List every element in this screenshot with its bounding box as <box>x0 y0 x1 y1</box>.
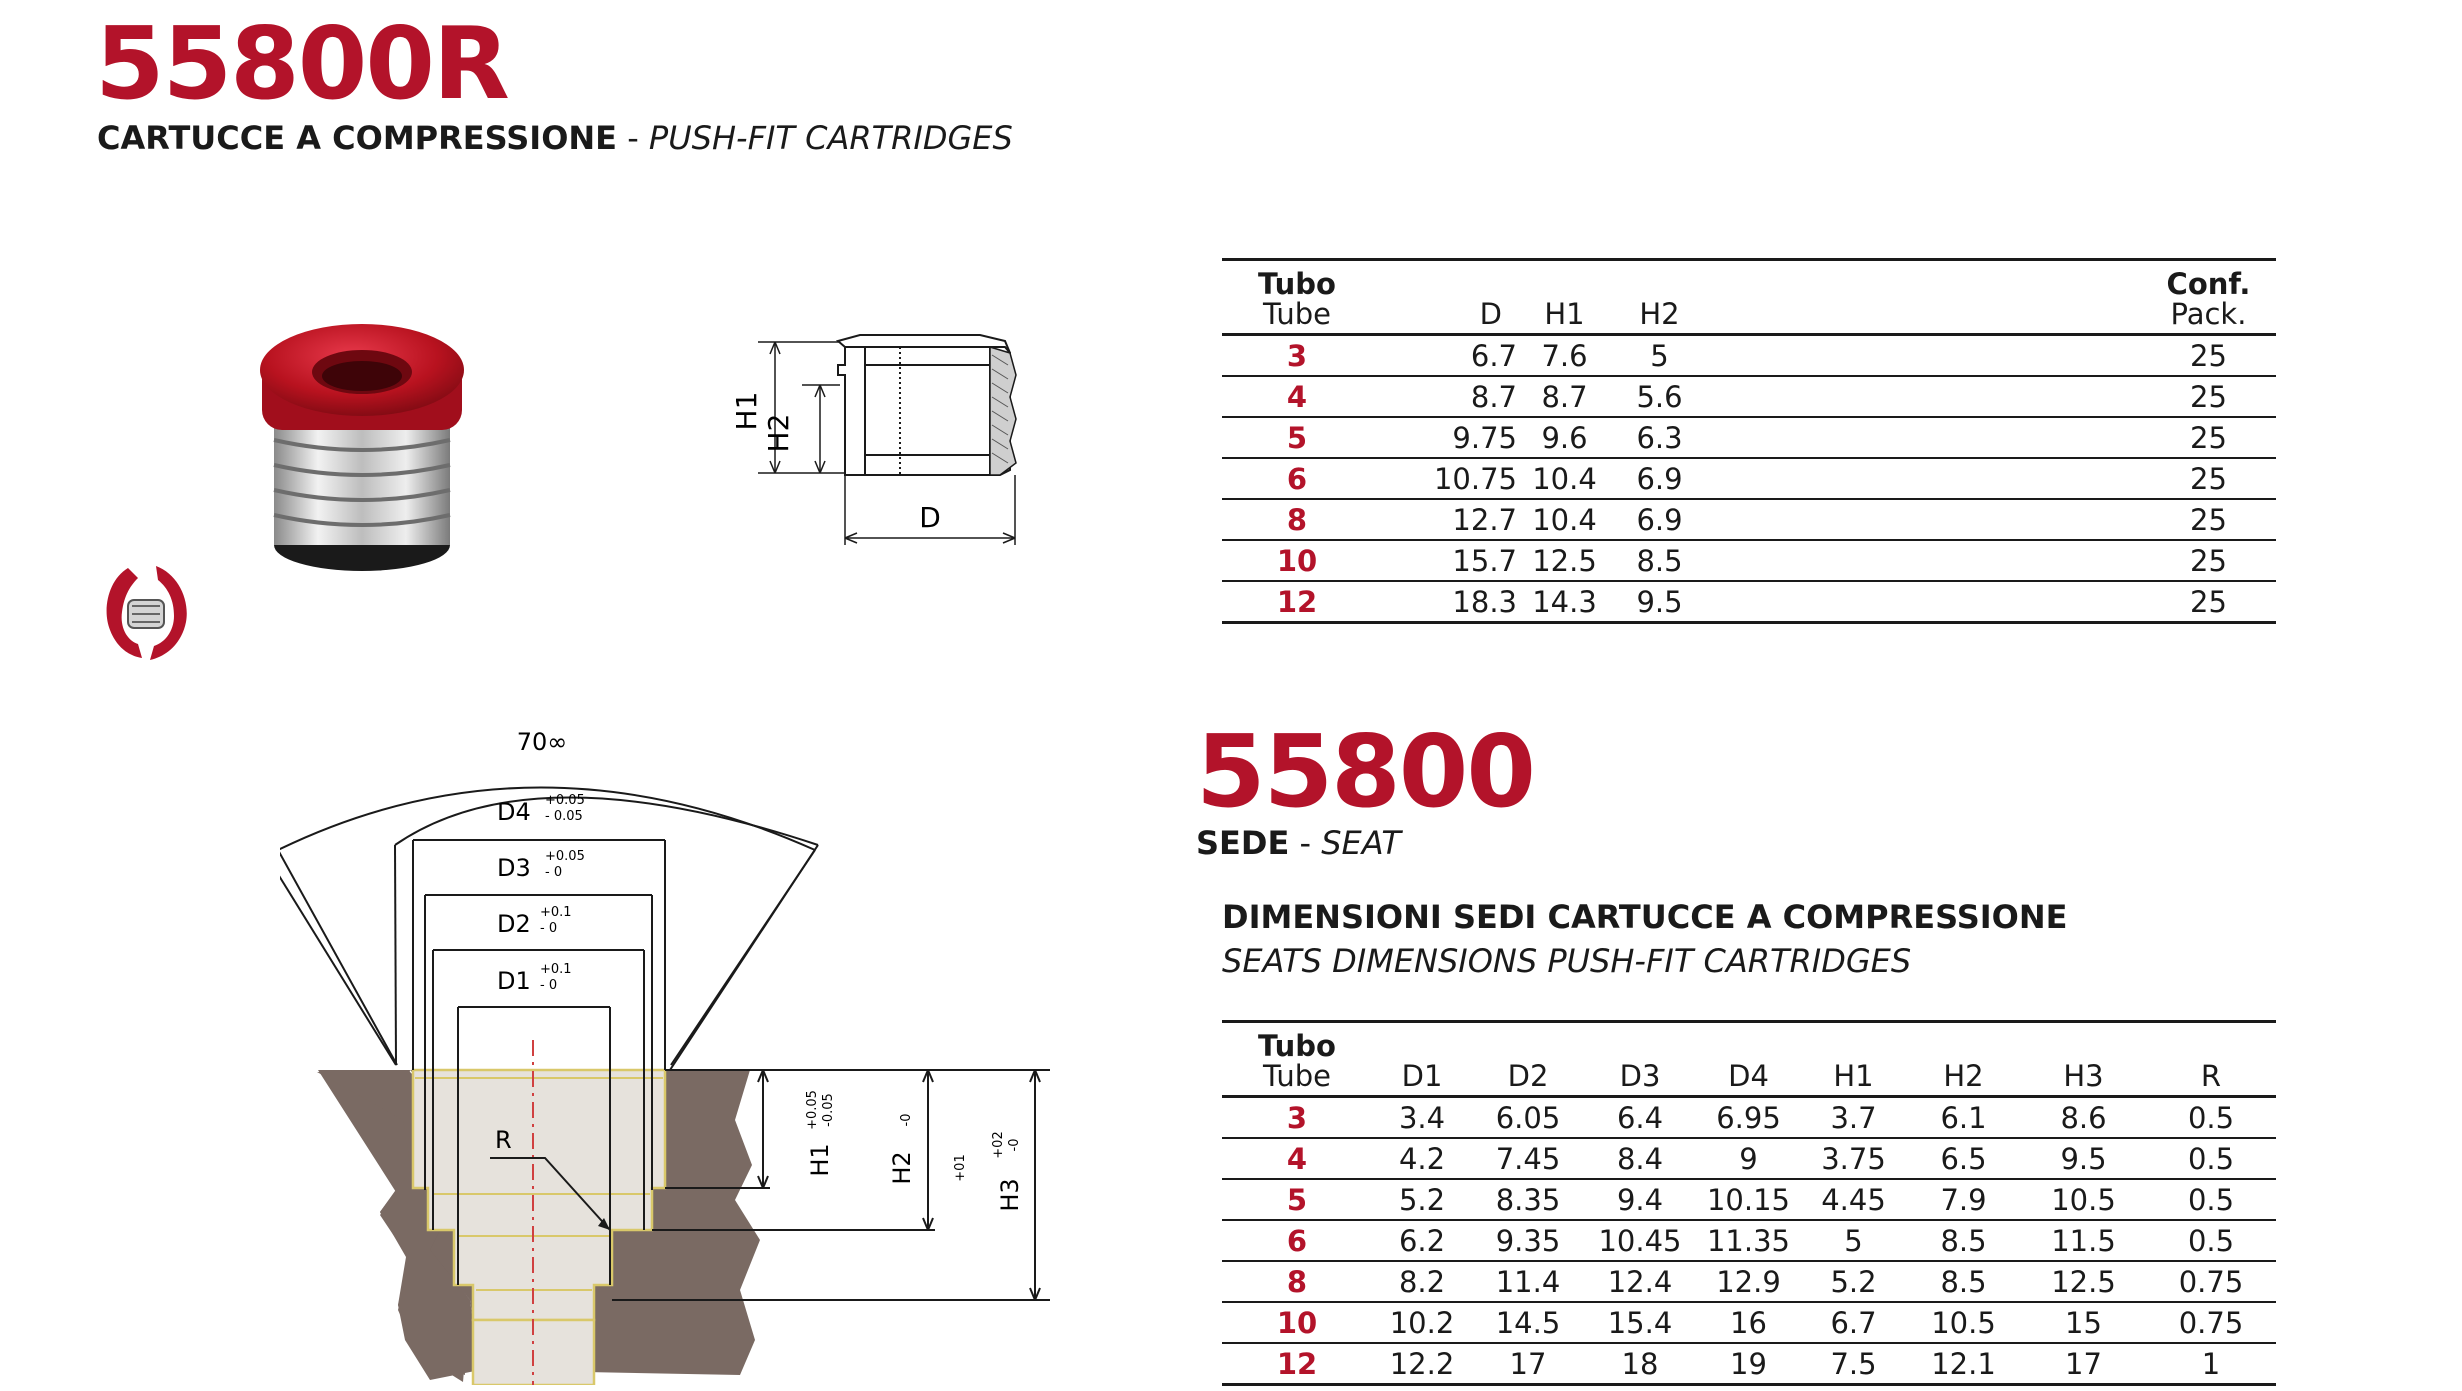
product-title-en: PUSH-FIT CARTRIDGES <box>648 119 1013 157</box>
col-spacer <box>1707 260 2141 335</box>
col-h1: H1 <box>1517 260 1612 335</box>
table-row <box>1222 1220 2276 1261</box>
cell-r: 0.5 <box>2146 1179 2276 1220</box>
h2-tol-up: +01 <box>953 1154 968 1182</box>
cell-h2: 12.1 <box>1906 1343 2021 1385</box>
table-row <box>1222 335 2276 377</box>
product-code: 55800R <box>95 5 508 122</box>
cell-h3: 11.5 <box>2021 1220 2146 1261</box>
cell-h3: 15 <box>2021 1302 2146 1343</box>
cell-d3: 15.4 <box>1584 1302 1696 1343</box>
title-separator: - <box>617 119 649 157</box>
cell-d: 18.3 <box>1372 581 1517 623</box>
table-row <box>1222 376 2276 417</box>
cell-d: 8.7 <box>1372 376 1517 417</box>
cell-d: 12.7 <box>1372 499 1517 540</box>
cell-d2: 7.45 <box>1472 1138 1584 1179</box>
cell-d4: 11.35 <box>1696 1220 1801 1261</box>
cell-h2: 10.5 <box>1906 1302 2021 1343</box>
cell-spacer <box>1707 335 2141 377</box>
drawing-label-h1: H1 <box>730 391 763 431</box>
table-row <box>1222 1261 2276 1302</box>
seat-angle-label: 70∞ <box>516 728 568 756</box>
cell-tube: 8 <box>1222 499 1372 540</box>
cell-h1: 12.5 <box>1517 540 1612 581</box>
cell-h3: 8.6 <box>2021 1097 2146 1139</box>
cell-d1: 5.2 <box>1372 1179 1472 1220</box>
h1-tol-up: +0.05 <box>805 1090 820 1130</box>
cell-d1: 3.4 <box>1372 1097 1472 1139</box>
col-h2: H2 <box>1612 260 1707 335</box>
cell-r: 0.5 <box>2146 1097 2276 1139</box>
drawing-label-h2: H2 <box>762 413 795 453</box>
table-row <box>1222 417 2276 458</box>
col-tube: Tubo Tube <box>1222 1022 1372 1097</box>
cell-h1: 5.2 <box>1801 1261 1906 1302</box>
drawing-label-d: D <box>919 501 941 534</box>
cell-pack: 25 <box>2141 581 2276 623</box>
cell-h2: 8.5 <box>1906 1220 2021 1261</box>
cell-h2: 5.6 <box>1612 376 1707 417</box>
d3-tol-up: +0.05 <box>545 849 585 864</box>
cell-tube: 12 <box>1222 1343 1372 1385</box>
cell-tube: 8 <box>1222 1261 1372 1302</box>
cell-h1: 6.7 <box>1801 1302 1906 1343</box>
cell-d2: 17 <box>1472 1343 1584 1385</box>
cell-d4: 9 <box>1696 1138 1801 1179</box>
col-h2: H2 <box>1906 1022 2021 1097</box>
cell-h2: 8.5 <box>1612 540 1707 581</box>
cell-d3: 18 <box>1584 1343 1696 1385</box>
cell-spacer <box>1707 376 2141 417</box>
cell-tube: 5 <box>1222 417 1372 458</box>
cell-d2: 9.35 <box>1472 1220 1584 1261</box>
cell-spacer <box>1707 540 2141 581</box>
cell-spacer <box>1707 499 2141 540</box>
cell-h3: 17 <box>2021 1343 2146 1385</box>
cell-d: 9.75 <box>1372 417 1517 458</box>
cell-d4: 16 <box>1696 1302 1801 1343</box>
cartridge-section-drawing <box>670 325 1050 555</box>
table-header-row <box>1222 260 2276 335</box>
cell-h1: 8.7 <box>1517 376 1612 417</box>
cell-h1: 10.4 <box>1517 499 1612 540</box>
seat-code: 55800 <box>1196 713 1534 830</box>
seat-title-en: SEAT <box>1321 824 1401 862</box>
h3-label: H3 <box>996 1178 1024 1212</box>
col-r: R <box>2146 1022 2276 1097</box>
table-row <box>1222 1097 2276 1139</box>
cell-h1: 3.75 <box>1801 1138 1906 1179</box>
cell-h1: 14.3 <box>1517 581 1612 623</box>
cell-h3: 10.5 <box>2021 1179 2146 1220</box>
h3-tol-low: -0 <box>1007 1138 1022 1152</box>
cell-h2: 5 <box>1612 335 1707 377</box>
h3-tol-up: +02 <box>991 1131 1006 1159</box>
cell-d2: 6.05 <box>1472 1097 1584 1139</box>
cell-h1: 3.7 <box>1801 1097 1906 1139</box>
table-row <box>1222 1138 2276 1179</box>
cell-d3: 8.4 <box>1584 1138 1696 1179</box>
cell-h2: 6.9 <box>1612 458 1707 499</box>
cell-tube: 5 <box>1222 1179 1372 1220</box>
cell-tube: 6 <box>1222 1220 1372 1261</box>
cell-d1: 12.2 <box>1372 1343 1472 1385</box>
table-row <box>1222 458 2276 499</box>
d1-label: D1 <box>497 967 531 995</box>
cell-h1: 5 <box>1801 1220 1906 1261</box>
cell-h2: 9.5 <box>1612 581 1707 623</box>
cell-tube: 3 <box>1222 1097 1372 1139</box>
cell-d2: 14.5 <box>1472 1302 1584 1343</box>
radius-label: R <box>495 1126 512 1154</box>
table-row <box>1222 1179 2276 1220</box>
col-d3: D3 <box>1584 1022 1696 1097</box>
cell-pack: 25 <box>2141 417 2276 458</box>
cell-d2: 11.4 <box>1472 1261 1584 1302</box>
d3-label: D3 <box>497 854 531 882</box>
seat-subtitle <box>1196 824 1401 862</box>
cell-r: 1 <box>2146 1343 2276 1385</box>
cell-spacer <box>1707 417 2141 458</box>
table-row <box>1222 499 2276 540</box>
cell-h1: 4.45 <box>1801 1179 1906 1220</box>
cell-h3: 12.5 <box>2021 1261 2146 1302</box>
cell-d2: 8.35 <box>1472 1179 1584 1220</box>
table-row <box>1222 581 2276 623</box>
h2-tol: -0 <box>899 1113 914 1127</box>
seat-title-it: SEDE <box>1196 824 1290 862</box>
cell-d1: 8.2 <box>1372 1261 1472 1302</box>
col-h3: H3 <box>2021 1022 2146 1097</box>
cell-d: 15.7 <box>1372 540 1517 581</box>
cell-d4: 6.95 <box>1696 1097 1801 1139</box>
col-d: D <box>1372 260 1517 335</box>
h1-label: H1 <box>806 1143 834 1177</box>
cell-pack: 25 <box>2141 376 2276 417</box>
table-row <box>1222 540 2276 581</box>
cell-r: 0.75 <box>2146 1302 2276 1343</box>
table-row <box>1222 1302 2276 1343</box>
cell-h2: 8.5 <box>1906 1261 2021 1302</box>
cell-spacer <box>1707 458 2141 499</box>
h1-tol-low: -0.05 <box>821 1093 836 1127</box>
col-d1: D1 <box>1372 1022 1472 1097</box>
cell-d4: 12.9 <box>1696 1261 1801 1302</box>
cell-d1: 6.2 <box>1372 1220 1472 1261</box>
d2-tol-low: - 0 <box>540 921 558 936</box>
seat-dimensions-table <box>1222 1020 2276 1386</box>
d4-label: D4 <box>497 798 531 826</box>
col-tube: Tubo Tube <box>1222 260 1372 335</box>
seat-section-title-en: SEATS DIMENSIONS PUSH-FIT CARTRIDGES <box>1222 942 1912 980</box>
cell-r: 0.5 <box>2146 1220 2276 1261</box>
d1-tol-low: - 0 <box>540 978 558 993</box>
d1-tol-up: +0.1 <box>540 962 572 977</box>
cell-d1: 10.2 <box>1372 1302 1472 1343</box>
seat-drawing <box>280 720 1070 1385</box>
cell-pack: 25 <box>2141 335 2276 377</box>
d2-label: D2 <box>497 910 531 938</box>
cell-d: 10.75 <box>1372 458 1517 499</box>
cell-tube: 3 <box>1222 335 1372 377</box>
cell-d4: 10.15 <box>1696 1179 1801 1220</box>
d4-tol-up: +0.05 <box>545 793 585 808</box>
cell-d3: 10.45 <box>1584 1220 1696 1261</box>
cell-d3: 12.4 <box>1584 1261 1696 1302</box>
cell-h2: 6.9 <box>1612 499 1707 540</box>
seat-section-title: DIMENSIONI SEDI CARTUCCE A COMPRESSIONE <box>1222 898 2068 936</box>
d3-tol-low: - 0 <box>545 865 563 880</box>
cell-r: 0.5 <box>2146 1138 2276 1179</box>
product-subtitle <box>97 119 1013 157</box>
col-h1: H1 <box>1801 1022 1906 1097</box>
cell-h3: 9.5 <box>2021 1138 2146 1179</box>
col-d2: D2 <box>1472 1022 1584 1097</box>
col-d4: D4 <box>1696 1022 1801 1097</box>
cell-r: 0.75 <box>2146 1261 2276 1302</box>
cell-h1: 7.5 <box>1801 1343 1906 1385</box>
cell-d1: 4.2 <box>1372 1138 1472 1179</box>
cell-tube: 12 <box>1222 581 1372 623</box>
cell-tube: 4 <box>1222 376 1372 417</box>
seat-title-separator: - <box>1289 824 1322 862</box>
cell-d4: 19 <box>1696 1343 1801 1385</box>
product-title-it: CARTUCCE A COMPRESSIONE <box>97 119 618 157</box>
cell-tube: 10 <box>1222 540 1372 581</box>
h2-label: H2 <box>888 1151 916 1185</box>
cell-d3: 6.4 <box>1584 1097 1696 1139</box>
d2-tol-up: +0.1 <box>540 905 572 920</box>
cell-h2: 6.3 <box>1612 417 1707 458</box>
cell-h2: 6.5 <box>1906 1138 2021 1179</box>
cartridge-photo <box>240 320 490 580</box>
cell-pack: 25 <box>2141 540 2276 581</box>
cell-pack: 25 <box>2141 458 2276 499</box>
cell-d: 6.7 <box>1372 335 1517 377</box>
cell-spacer <box>1707 581 2141 623</box>
cell-h2: 7.9 <box>1906 1179 2021 1220</box>
cartridge-dimensions-table <box>1222 258 2276 624</box>
cell-pack: 25 <box>2141 499 2276 540</box>
cell-tube: 4 <box>1222 1138 1372 1179</box>
table-header-row <box>1222 1022 2276 1097</box>
cell-tube: 10 <box>1222 1302 1372 1343</box>
brand-logo <box>98 560 194 664</box>
cell-h1: 7.6 <box>1517 335 1612 377</box>
cell-h1: 10.4 <box>1517 458 1612 499</box>
cell-h2: 6.1 <box>1906 1097 2021 1139</box>
d4-tol-low: - 0.05 <box>545 809 583 824</box>
cell-tube: 6 <box>1222 458 1372 499</box>
table-row <box>1222 1343 2276 1385</box>
cell-d3: 9.4 <box>1584 1179 1696 1220</box>
col-pack: Conf. Pack. <box>2141 260 2276 335</box>
cell-h1: 9.6 <box>1517 417 1612 458</box>
